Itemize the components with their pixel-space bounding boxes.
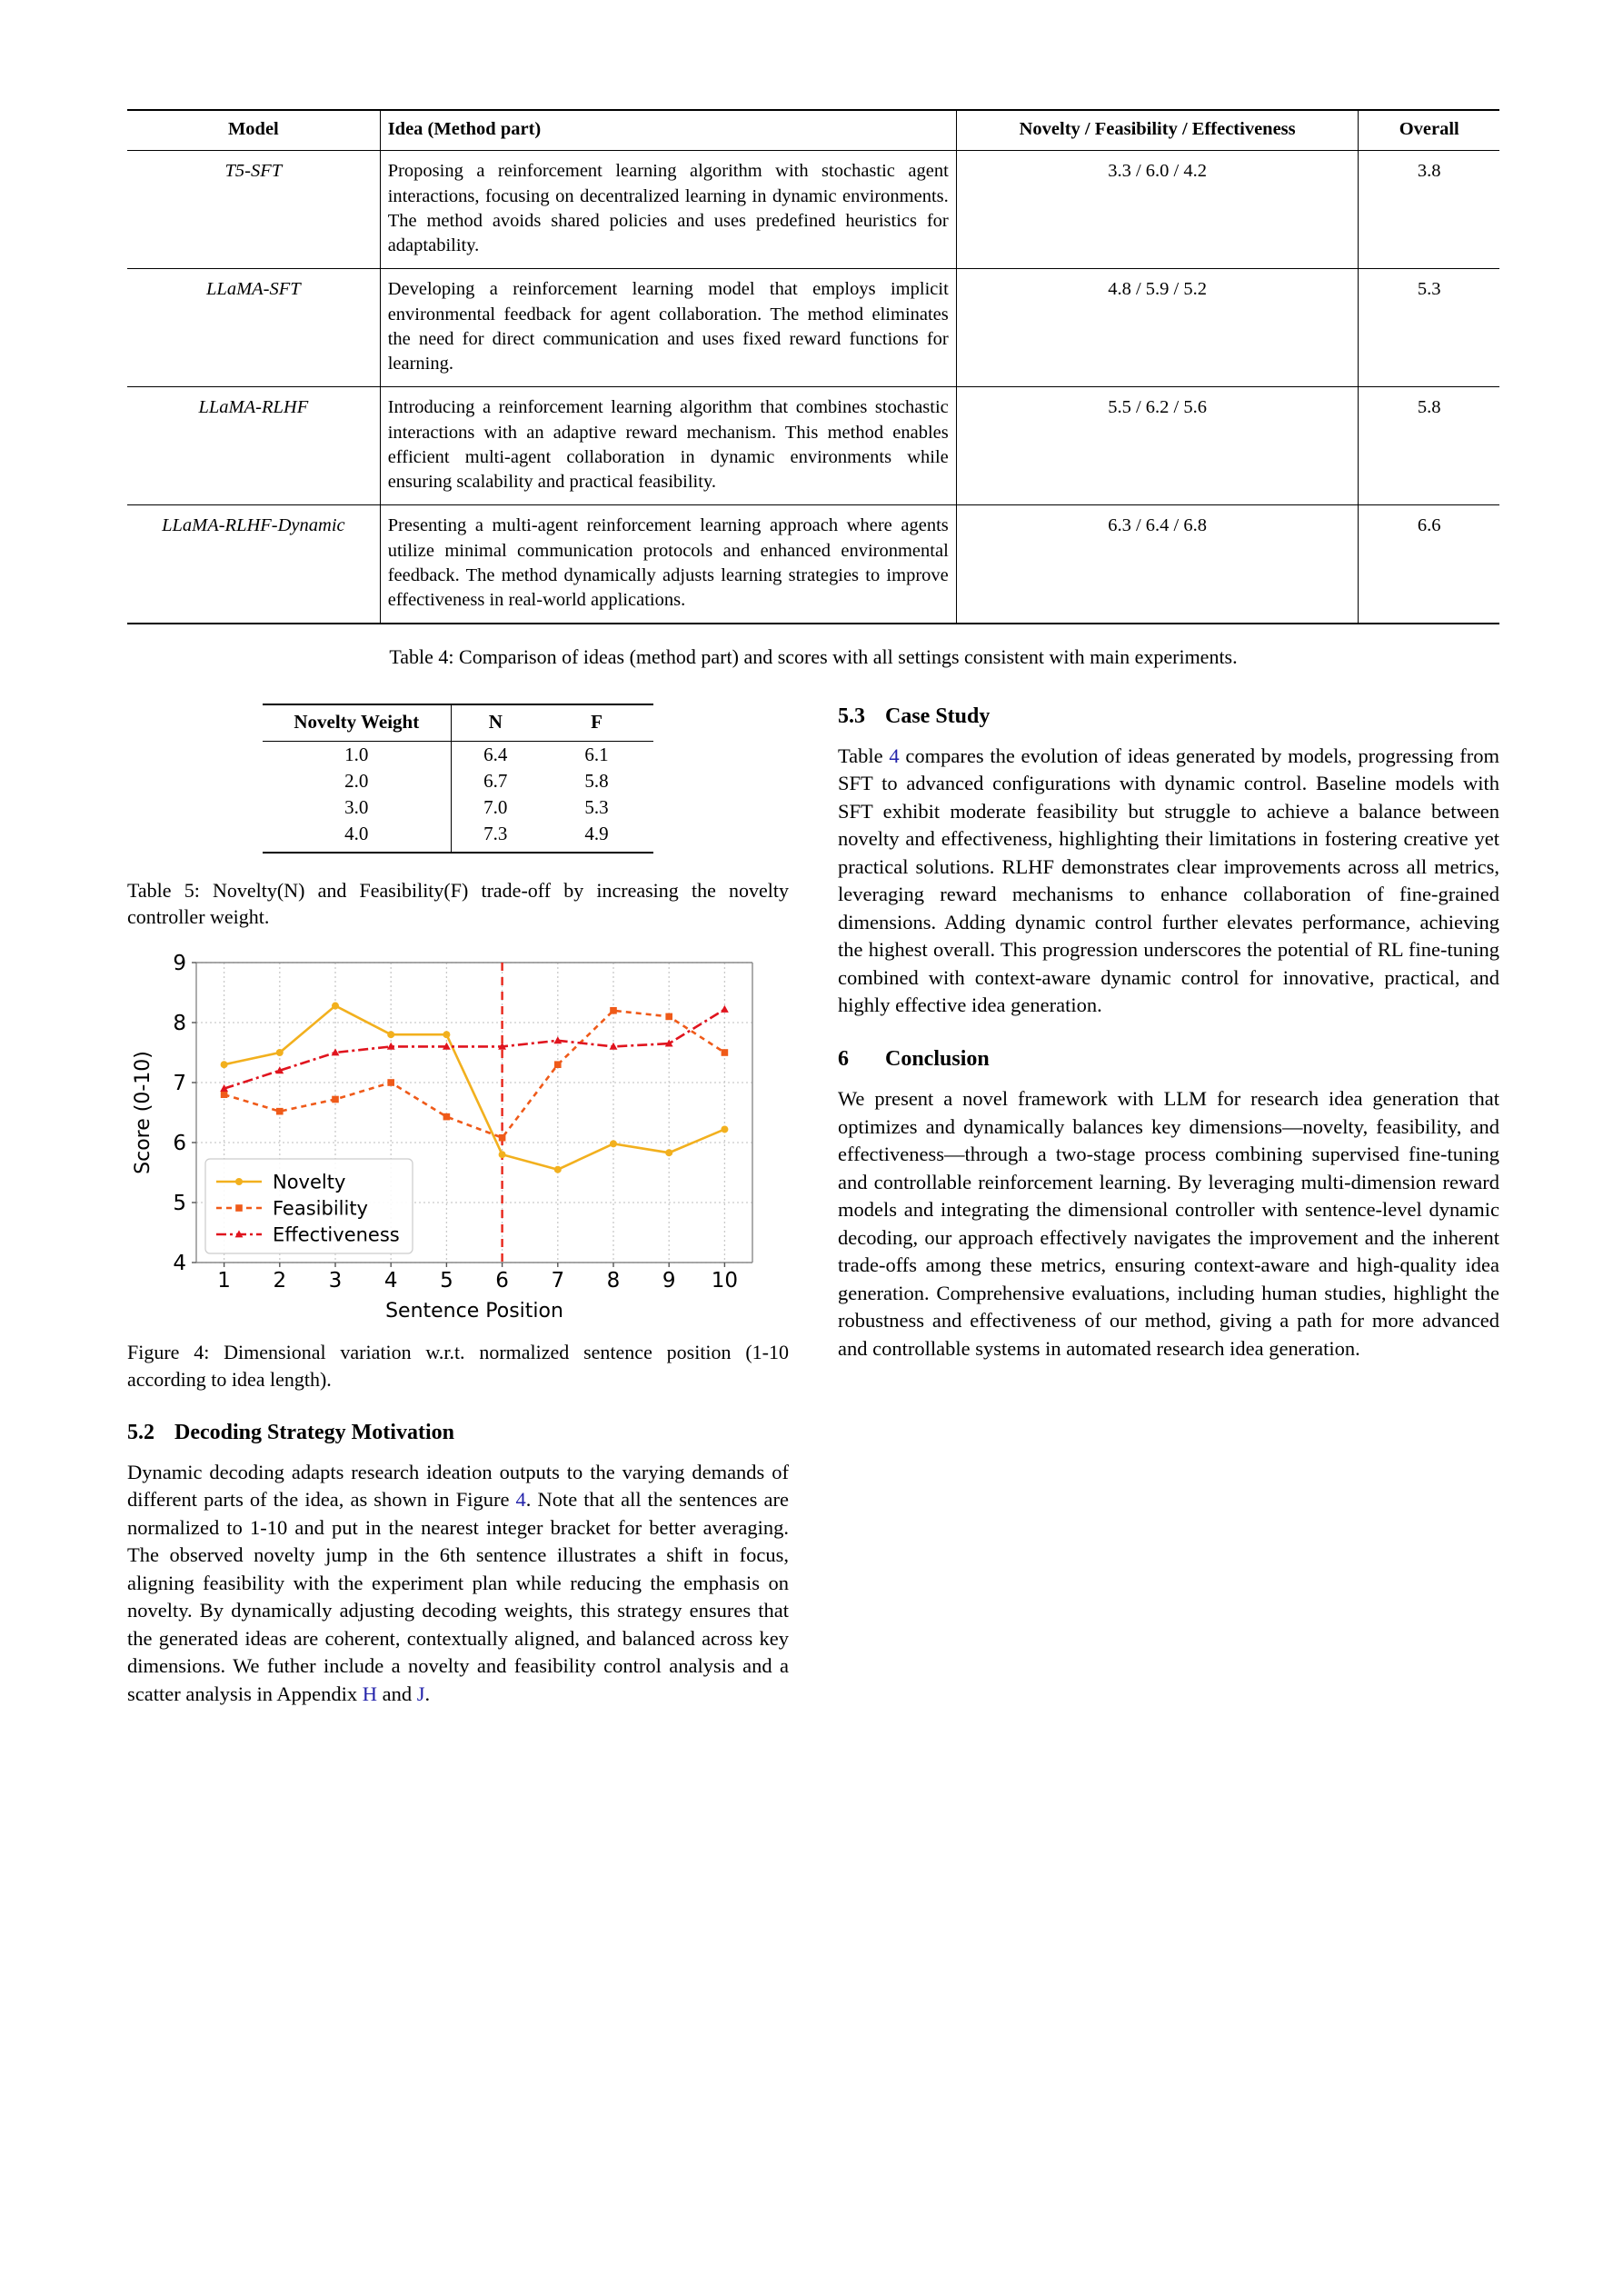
table-4-cell-scores: 6.3 / 6.4 / 6.8 <box>956 505 1359 624</box>
section-title: Case Study <box>885 704 991 728</box>
figure-4-chart <box>127 950 763 1323</box>
table-4-cell-overall: 3.8 <box>1359 151 1499 269</box>
para-text-a: Table <box>838 744 890 767</box>
legend-label-effectiveness: Effectiveness <box>273 1223 400 1246</box>
table-5-cell-n: 7.0 <box>451 794 540 821</box>
x-tick-label: 1 <box>217 1269 231 1293</box>
section-heading-5-2 <box>127 1420 789 1446</box>
table-5-cell-n: 7.3 <box>451 821 540 853</box>
data-point-feasibility-3 <box>332 1096 339 1103</box>
table-5-cell-n: 6.7 <box>451 768 540 794</box>
table-link-4[interactable]: 4 <box>889 744 900 767</box>
data-point-feasibility-2 <box>276 1108 284 1115</box>
y-tick-label: 7 <box>173 1072 186 1096</box>
table-4-cell-scores: 4.8 / 5.9 / 5.2 <box>956 269 1359 387</box>
table-row <box>263 794 653 821</box>
appendix-link-j[interactable]: J <box>416 1682 425 1705</box>
data-point-feasibility-5 <box>443 1113 451 1121</box>
data-point-novelty-2 <box>276 1049 284 1056</box>
section-title: Decoding Strategy Motivation <box>174 1420 454 1444</box>
legend-label-feasibility: Feasibility <box>273 1197 368 1220</box>
data-point-novelty-1 <box>221 1062 228 1069</box>
section-5-2-paragraph <box>127 1459 789 1708</box>
legend-marker-novelty <box>235 1178 243 1185</box>
table-4-cell-idea: Presenting a multi-agent reinforcement learning approach where agents utilize minimal communication protocols and enhanced environmental feedback. The method dynamically adjusts learning strategies to improve effectiveness in real-world applications. <box>380 505 956 624</box>
x-tick-label: 7 <box>551 1269 565 1293</box>
table-5-cell-weight: 2.0 <box>344 769 369 792</box>
y-axis-label: Score (0-10) <box>132 1051 154 1175</box>
table-5-cell-weight: 3.0 <box>344 795 369 818</box>
table-5-header-n: N <box>451 704 540 742</box>
table-row <box>263 768 653 794</box>
legend-label-novelty: Novelty <box>273 1171 346 1193</box>
section-number: 5.2 <box>127 1420 154 1444</box>
table-4-header-scores: Novelty / Feasibility / Effectiveness <box>956 110 1359 151</box>
section-number: 6 <box>838 1047 849 1072</box>
y-tick-label: 9 <box>173 952 186 976</box>
table-5 <box>263 704 653 854</box>
table-5-cell-f: 5.8 <box>584 769 609 792</box>
x-tick-label: 8 <box>606 1269 621 1293</box>
para-text-b: compares the evolution of ideas generated by models, progressing from SFT to advanced configurations with dynamic control. Baseline models with SFT exhibit moderate feasibility but struggle to achieve a balance between novelty and effectiveness, highlighting their limitations in fostering creative yet practical solutions. RLHF demonstrates clear improvements across all metrics, leveraging reward mechanisms to enhance collaboration of fine-grained dimensions. Adding dynamic control further elevates performance, achieving the highest overall. This progression underscores the potential of RL fine-tuning combined with context-aware dynamic control for innovative, practical, and highly effective idea generation. <box>838 744 1499 1016</box>
figure-4 <box>127 950 789 1393</box>
y-tick-label: 6 <box>173 1132 186 1156</box>
figure-4-caption: Figure 4: Dimensional variation w.r.t. normalized sentence position (1-10 according to idea length). <box>127 1341 789 1391</box>
x-tick-label: 9 <box>662 1269 676 1293</box>
data-point-novelty-9 <box>665 1150 672 1157</box>
table-4-cell-overall: 6.6 <box>1359 505 1499 624</box>
table-5-cell-f: 6.1 <box>584 743 609 765</box>
data-point-feasibility-8 <box>610 1007 617 1014</box>
data-point-novelty-7 <box>554 1166 562 1173</box>
table-4-cell-scores: 5.5 / 6.2 / 5.6 <box>956 387 1359 505</box>
table-5-cell-f: 5.3 <box>584 795 609 818</box>
data-point-feasibility-10 <box>722 1050 729 1057</box>
table-row <box>127 505 1499 624</box>
data-point-novelty-5 <box>443 1032 450 1039</box>
right-column <box>838 704 1499 1710</box>
table-row <box>127 151 1499 269</box>
data-point-feasibility-9 <box>665 1013 672 1021</box>
x-tick-label: 5 <box>440 1269 453 1293</box>
section-title: Conclusion <box>885 1047 990 1072</box>
table-4-header-row <box>127 110 1499 151</box>
x-tick-label: 3 <box>328 1269 343 1293</box>
table-5-header-weight: Novelty Weight <box>263 704 451 742</box>
table-4-cell-model: LLaMA-SFT <box>127 269 380 387</box>
table-4-caption: Table 4: Comparison of ideas (method part) and scores with all settings consistent with main experiments. <box>389 645 1238 669</box>
table-4-cell-model: LLaMA-RLHF <box>127 387 380 505</box>
data-point-feasibility-1 <box>221 1092 228 1099</box>
table-5-caption: Table 5: Novelty(N) and Feasibility(F) trade-off by increasing the novelty controller weight. <box>127 878 789 929</box>
section-number: 5.3 <box>838 704 865 728</box>
y-tick-label: 8 <box>173 1012 186 1036</box>
two-column-body <box>127 704 1499 1710</box>
para-text-a: Dynamic decoding adapts research ideation outputs to the varying demands of different parts of the idea, as shown in Figure <box>127 1460 789 1512</box>
table-4-cell-scores: 3.3 / 6.0 / 4.2 <box>956 151 1359 269</box>
legend-marker-feasibility <box>235 1205 243 1213</box>
table-5-cell-f: 4.9 <box>584 822 609 844</box>
table-4-cell-overall: 5.3 <box>1359 269 1499 387</box>
para-text-b: . Note that all the sentences are normalized to 1-10 and put in the nearest integer bracket for better averaging. The observed novelty jump in the 6th sentence illustrates a shift in focus, aligning feasibility with the experiment plan while reducing the emphasis on novelty. By dynamically adjusting decoding weights, this strategy ensures that the generated ideas are coherent, contextually aligned, and balanced across key dimensions. We futher include a novelty and feasibility control analysis and a scatter analysis in Appendix <box>127 1488 789 1705</box>
table-row <box>263 821 653 853</box>
table-4-header-idea: Idea (Method part) <box>380 110 956 151</box>
table-5-cell-weight: 1.0 <box>344 743 369 765</box>
table-5-cell-n: 6.4 <box>451 741 540 768</box>
y-tick-label: 4 <box>173 1252 186 1276</box>
data-point-novelty-8 <box>610 1141 617 1148</box>
data-point-novelty-10 <box>721 1126 728 1133</box>
para-text-c: and <box>376 1682 417 1705</box>
data-point-feasibility-4 <box>387 1080 394 1087</box>
y-tick-label: 5 <box>173 1192 186 1216</box>
section-6-paragraph: We present a novel framework with LLM for research idea generation that optimizes and dynamically balances key dimensions—novelty, feasibility, and effectiveness—through a two-stage process combining supervised fine-tuning and controllable reinforcement learning. By leveraging multi-dimension reward models and integrating the dimensional controller with sentence-level dynamic decoding, our approach effectively navigates the improvement and the inherent trade-offs among these metrics, ensuring context-aware and high-quality idea generation. Comprehensive evaluations, including human studies, highlight the robustness and effectiveness of our method, giving a path for more advanced and controllable systems in automated research idea generation. <box>838 1087 1499 1360</box>
table-4-header-overall: Overall <box>1359 110 1499 151</box>
x-axis-label: Sentence Position <box>385 1300 563 1323</box>
table-4 <box>127 109 1499 624</box>
table-5-header-f: F <box>540 704 653 742</box>
para-text-d: . <box>424 1682 431 1705</box>
data-point-novelty-4 <box>387 1032 394 1039</box>
table-5-cell-weight: 4.0 <box>344 822 369 844</box>
line-chart <box>127 950 763 1323</box>
left-column <box>127 704 789 1710</box>
data-point-novelty-6 <box>499 1152 506 1159</box>
section-5-3-paragraph <box>838 743 1499 1020</box>
figure-link-4[interactable]: 4 <box>515 1488 526 1512</box>
data-point-feasibility-6 <box>499 1134 506 1142</box>
section-heading-6 <box>838 1046 1499 1073</box>
table-4-cell-overall: 5.8 <box>1359 387 1499 505</box>
table-5-header-row <box>263 704 653 742</box>
table-4-cell-idea: Proposing a reinforcement learning algorithm with stochastic agent interactions, focusing on decentralized learning in dynamic environments. The method avoids shared policies and uses predefined heuristics for adaptability. <box>380 151 956 269</box>
table-4-cell-idea: Developing a reinforcement learning model that employs implicit environmental feedback for agent collaboration. The method eliminates the need for direct communication and uses fixed reward functions for learning. <box>380 269 956 387</box>
table-4-cell-model: LLaMA-RLHF-Dynamic <box>127 505 380 624</box>
x-tick-label: 6 <box>495 1269 509 1293</box>
table-4-header-model: Model <box>127 110 380 151</box>
section-heading-5-3 <box>838 704 1499 730</box>
x-tick-label: 4 <box>383 1269 398 1293</box>
x-tick-label: 2 <box>273 1269 287 1293</box>
table-4-cell-idea: Introducing a reinforcement learning algorithm that combines stochastic interactions with an adaptive reward mechanism. This method enables efficient multi-agent collaboration in dynamic environments while ensuring scalability and practical feasibility. <box>380 387 956 505</box>
data-point-feasibility-7 <box>554 1062 562 1069</box>
table-5-wrapper <box>127 704 789 854</box>
paper-page <box>127 109 1499 1710</box>
table-row <box>127 387 1499 505</box>
table-row <box>263 741 653 768</box>
table-4-cell-model: T5-SFT <box>224 161 283 182</box>
appendix-link-h[interactable]: H <box>362 1682 377 1705</box>
x-tick-label: 10 <box>711 1269 739 1293</box>
data-point-novelty-3 <box>332 1003 339 1010</box>
table-row <box>127 269 1499 387</box>
